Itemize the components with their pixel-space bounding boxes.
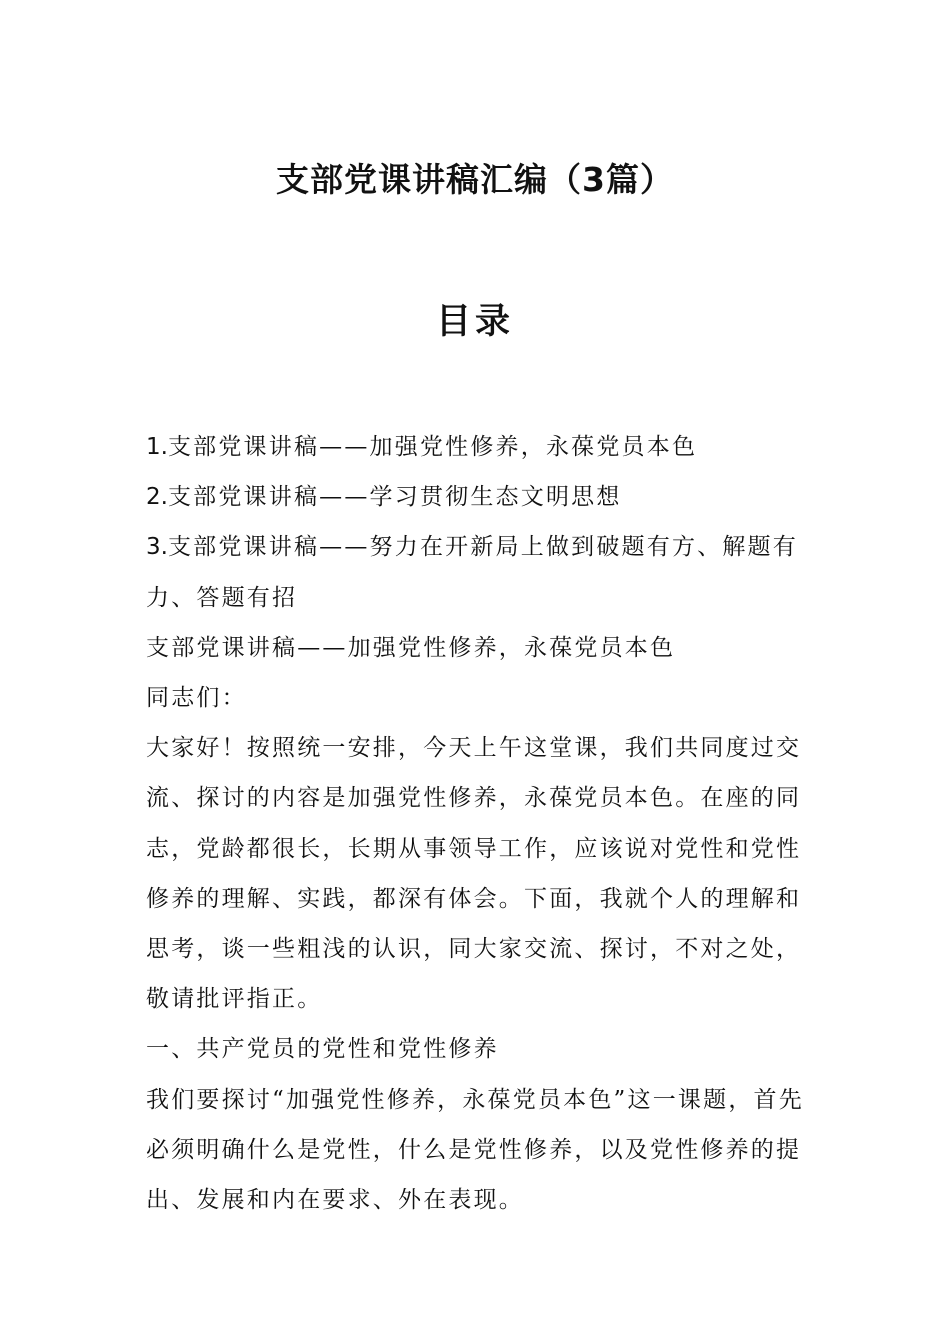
toc-heading: 目录 <box>435 302 514 342</box>
toc-entry-text: 支部党课讲稿——加强党性修养，永葆党员本色 <box>167 434 698 460</box>
toc-entry-number: 2. <box>146 484 168 511</box>
paragraph: 我们要探讨“加强党性修养，永葆党员本色”这一课题，首先必须明确什么是党性，什么是党性修养，以及党性修养的提出、发展和内在要求、外在表现。 <box>146 1086 804 1214</box>
article-title: 支部党课讲稿——加强党性修养，永葆党员本色 <box>146 634 676 661</box>
toc-entry-number: 3. <box>146 534 168 561</box>
toc-entry-3[interactable] <box>146 522 811 622</box>
section-heading: 一、共产党员的党性和党性修养 <box>146 1036 499 1063</box>
toc-entry-1[interactable] <box>146 422 811 472</box>
toc-entry-number: 1. <box>146 434 168 460</box>
salutation: 同志们： <box>146 685 247 712</box>
toc-entry-2[interactable] <box>146 472 811 522</box>
toc-entry-text: 支部党课讲稿——努力在开新局上做到破题有方、解题有力、答题有招 <box>146 534 798 611</box>
toc-entry-text: 支部党课讲稿——学习贯彻生态文明思想 <box>167 484 622 511</box>
paragraph: 大家好！按照统一安排，今天上午这堂课，我们共同度过交流、探讨的内容是加强党性修养，永葆党员本色。在座的同志，党龄都很长，长期从事领导工作，应该说对党性和党性修养的理解、实践，都深有体会。下面，我就个人的理解和思考，谈一些粗浅的认识，同大家交流、探讨，不对之处，敬请批评指正。 <box>146 735 802 1013</box>
document-title: 支部党课讲稿汇编（3篇） <box>276 160 674 199</box>
document-body <box>146 422 811 1225</box>
